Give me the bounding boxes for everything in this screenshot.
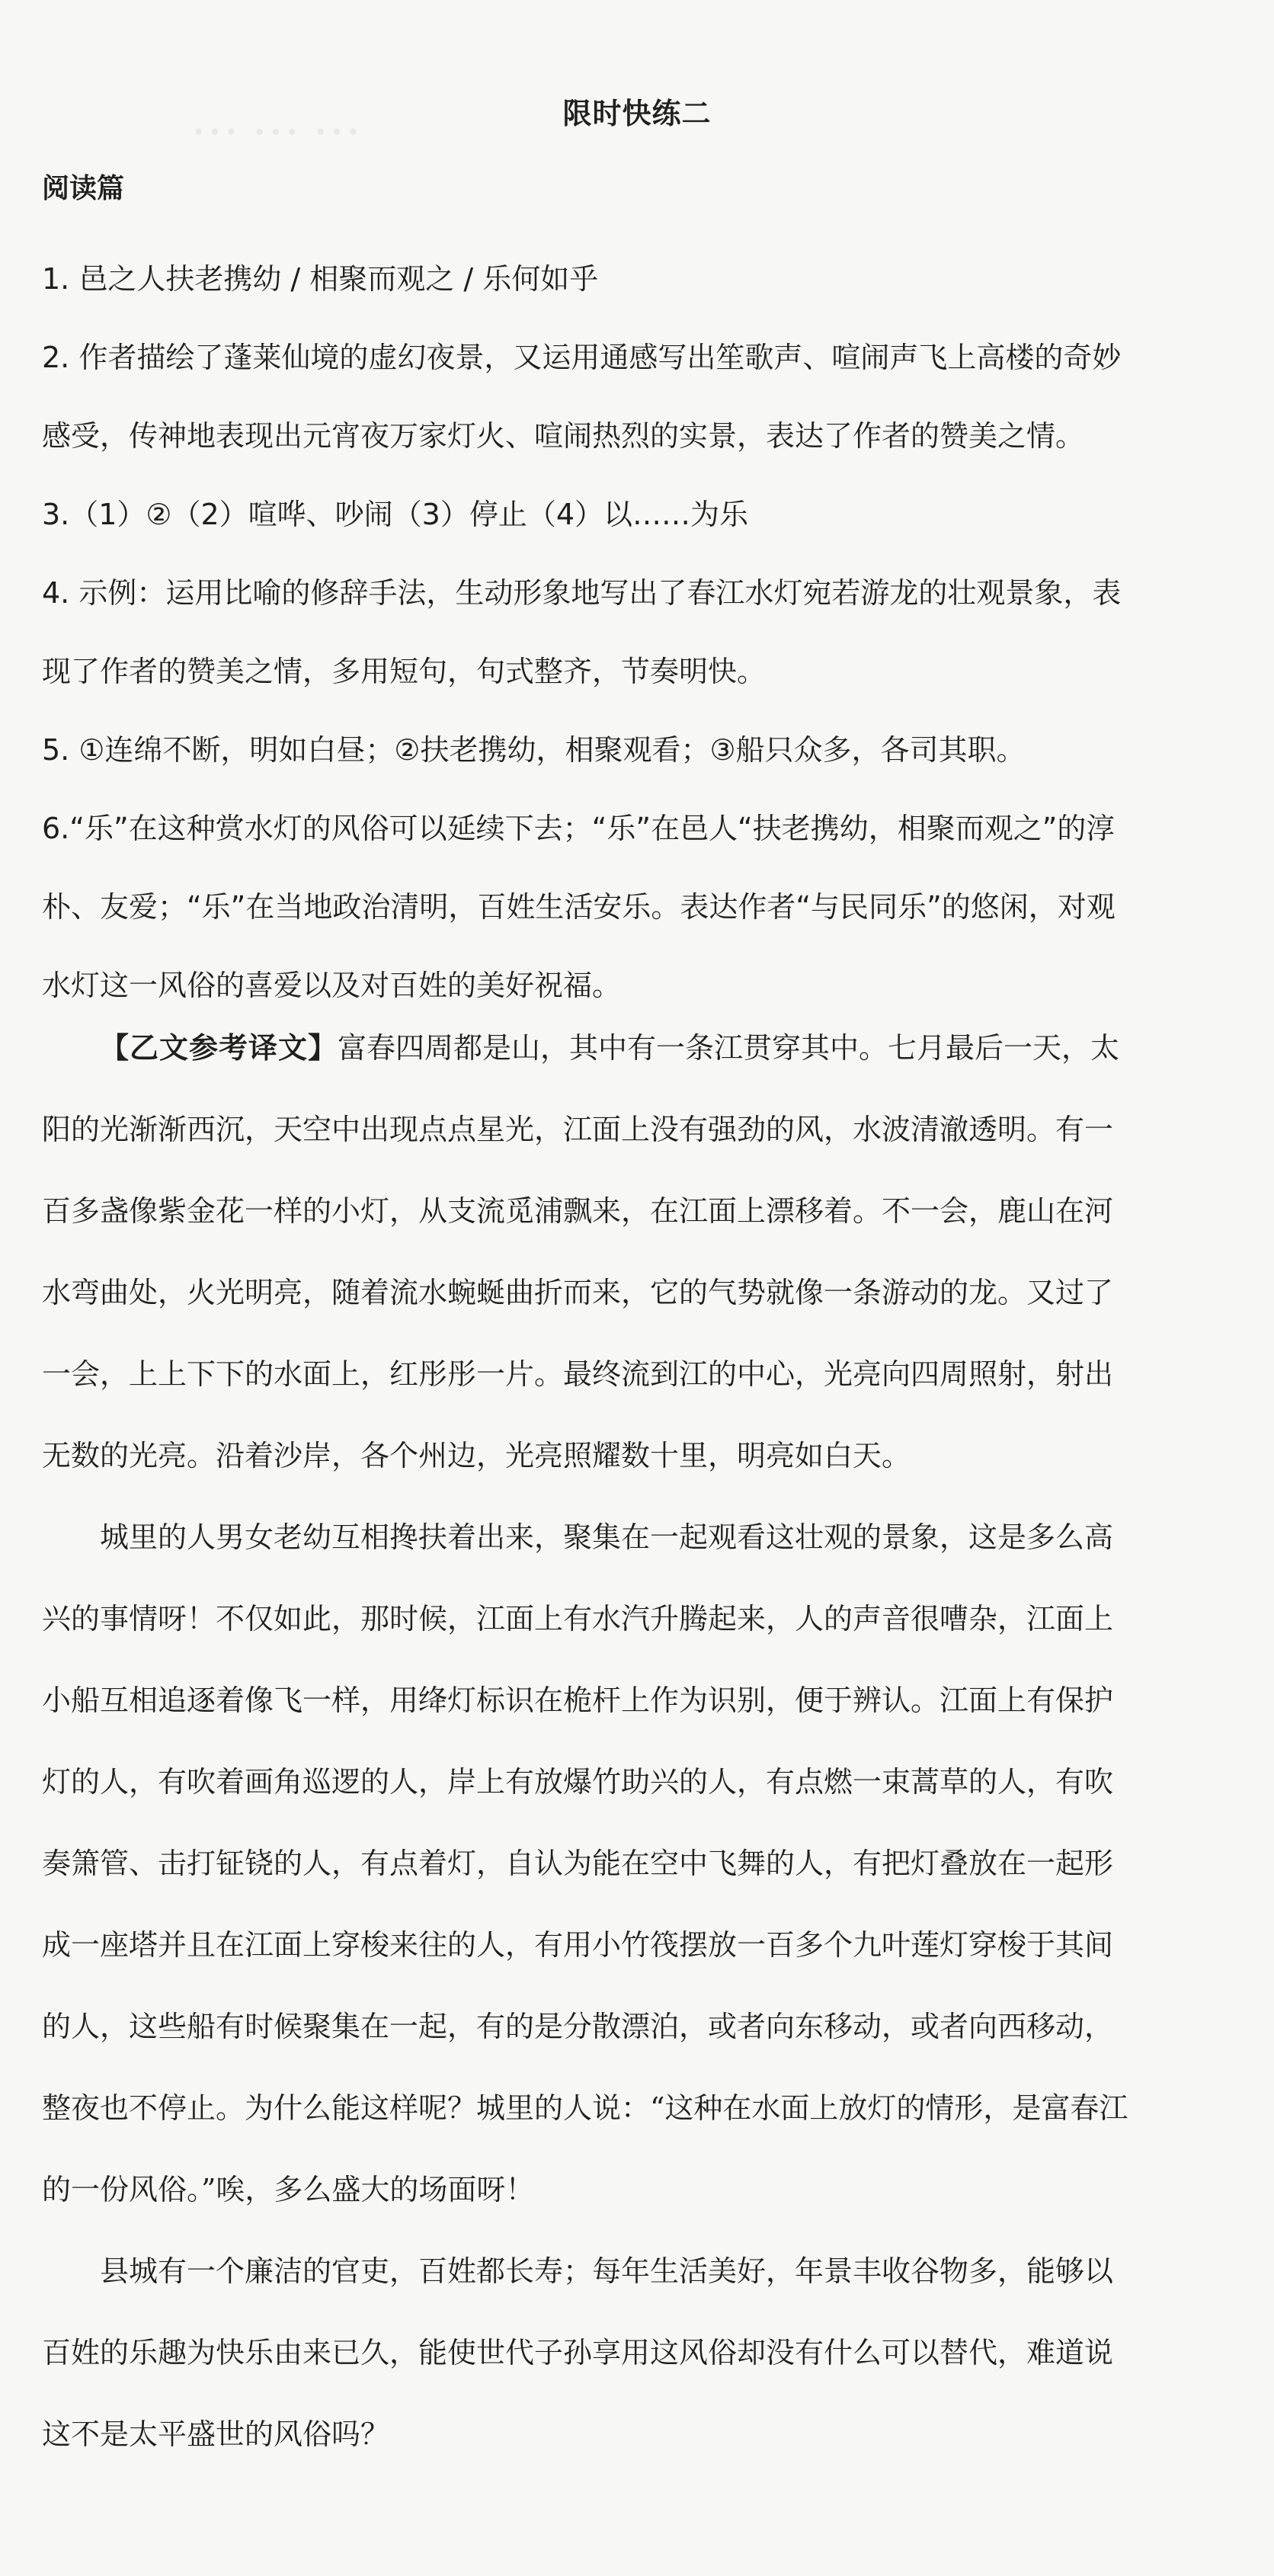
answer-item: 4. 示例：运用比喻的修辞手法，生动形象地写出了春江水灯宛若游龙的壮观景象，表现了作者的赞美之情，多用短句，句式整齐，节奏明快。	[42, 576, 1122, 688]
section-title: 阅读篇	[42, 173, 125, 204]
answer-item: 6.“乐”在这种赏水灯的风俗可以延续下去；“乐”在邑人“扶老携幼，相聚而观之”的淳朴、友爱；“乐”在当地政治清明，百姓生活安乐。表达作者“与民同乐”的悠闲，对观水灯这一风俗的喜爱以及对百姓的美好祝福。	[42, 812, 1116, 1002]
translation-text: 富春四周都是山，其中有一条江贯穿其中。七月最后一天，太阳的光渐渐西沉，天空中出现点点星光，江面上没有强劲的风，水波清澈透明。有一百多盏像紫金花一样的小灯，从支流觅浦飘来，在江面上漂移着。不一会，鹿山在河水弯曲处，火光明亮，随着流水蜿蜒曲折而来，它的气势就像一条游动的龙。又过了一会，上上下下的水面上，红彤彤一片。最终流到江的中心，光亮向四周照射，射出无数的光亮。沿着沙岸，各个州边，光亮照耀数十里，明亮如白天。	[42, 1031, 1120, 1472]
answer-item: 5. ①连绵不断，明如白昼；②扶老携幼，相聚观看；③船只众多，各司其职。	[42, 733, 1026, 767]
answer-item: 3.（1）②（2）喧哗、吵闹（3）停止（4）以……为乐	[42, 498, 749, 531]
translation-paragraph	[42, 1008, 1139, 1497]
translation-label: 【乙文参考译文】	[100, 1031, 338, 1065]
answer-list	[42, 240, 1139, 1025]
answer-item: 1. 邑之人扶老携幼 / 相聚而观之 / 乐何如乎	[42, 262, 599, 296]
answer-item: 2. 作者描绘了蓬莱仙境的虚幻夜景，又运用通感写出笙歌声、喧闹声飞上高楼的奇妙感受，传神地表现出元宵夜万家灯火、喧闹热烈的实景，表达了作者的赞美之情。	[42, 341, 1122, 453]
reference-translation	[42, 1008, 1139, 2475]
faint-background-text: ………	[190, 90, 373, 146]
translation-paragraph: 县城有一个廉洁的官吏，百姓都长寿；每年生活美好，年景丰收谷物多，能够以百姓的乐趣为快乐由来已久，能使世代子孙享用这风俗却没有什么可以替代，难道说这不是太平盛世的风俗吗？	[42, 2254, 1114, 2451]
page-title: 限时快练二	[562, 97, 712, 130]
translation-paragraph: 城里的人男女老幼互相搀扶着出来，聚集在一起观看这壮观的景象，这是多么高兴的事情呀！不仅如此，那时候，江面上有水汽升腾起来，人的声音很嘈杂，江面上小船互相追逐着像飞一样，用绛灯标识在桅杆上作为识别，便于辨认。江面上有保护灯的人，有吹着画角巡逻的人，岸上有放爆竹助兴的人，有点燃一束蒿草的人，有吹奏箫管、击打钲铙的人，有点着灯，自认为能在空中飞舞的人，有把灯叠放在一起形成一座塔并且在江面上穿梭来往的人，有用小竹筏摆放一百多个九叶莲灯穿梭于其间的人，这些船有时候聚集在一起，有的是分散漂泊，或者向东移动，或者向西移动，整夜也不停止。为什么能这样呢？城里的人说：“这种在水面上放灯的情形，是富春江的一份风俗。”唉，多么盛大的场面呀！	[42, 1520, 1128, 2206]
